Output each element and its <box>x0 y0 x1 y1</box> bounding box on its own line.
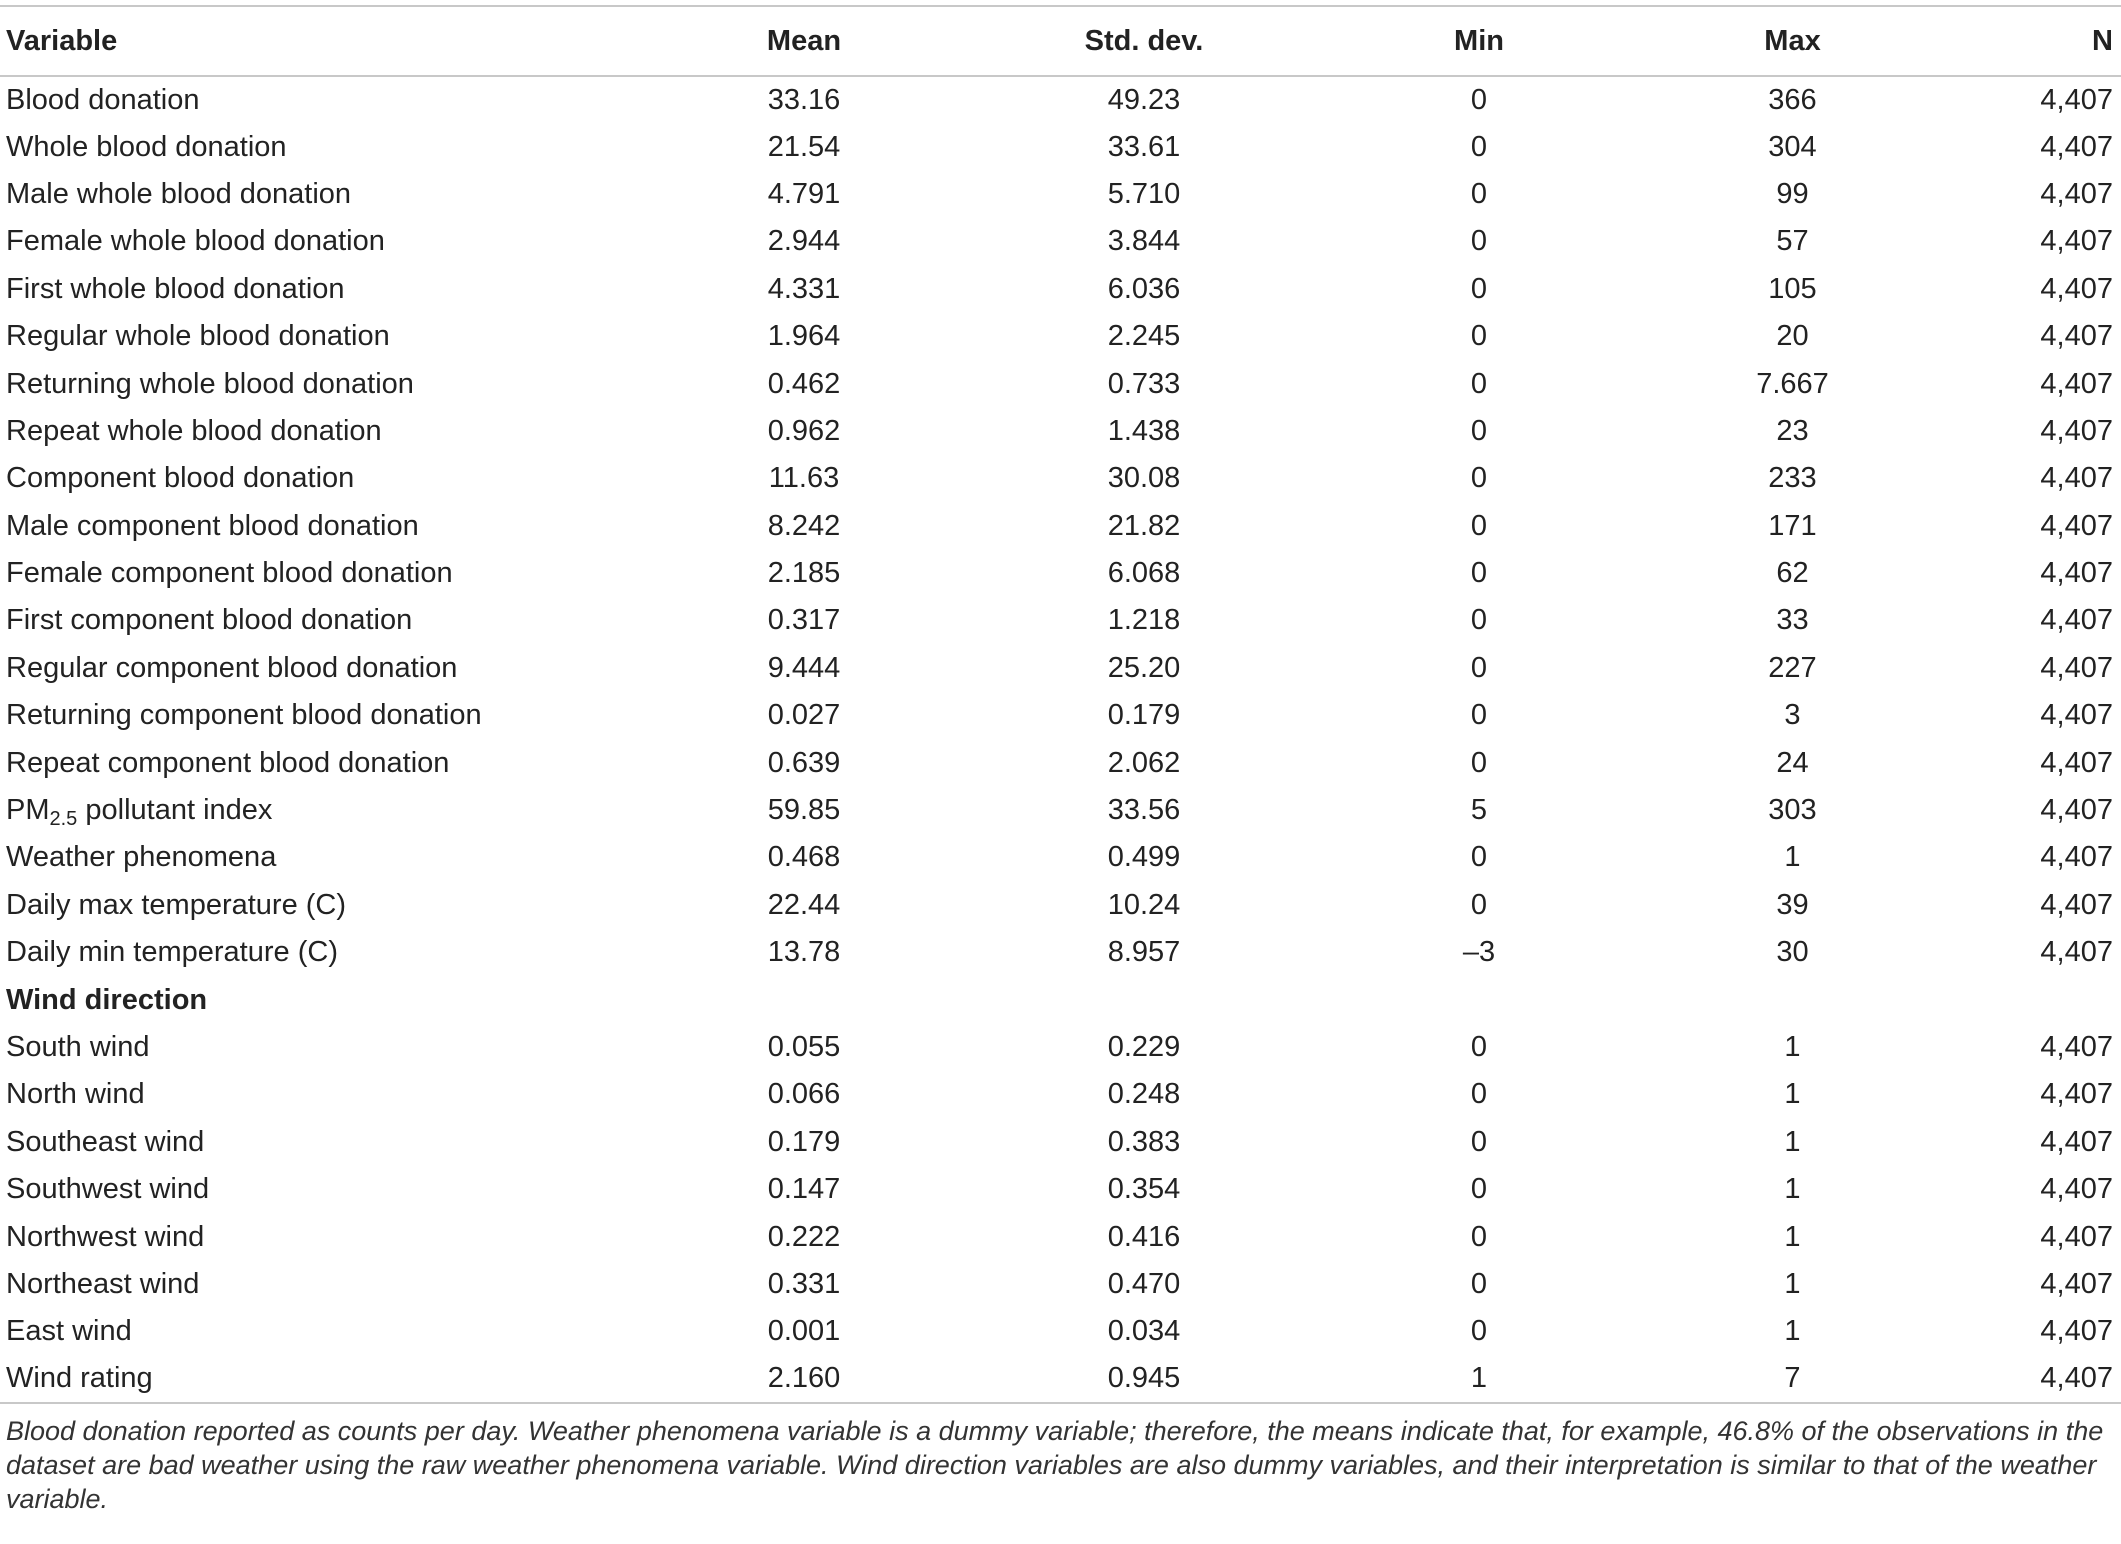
max-cell: 366 <box>1768 83 1817 116</box>
n-cell: 4,407 <box>2040 130 2113 163</box>
n-cell: 4,407 <box>1947 1356 2121 1403</box>
table-row <box>0 455 2121 502</box>
variable-name-cell: Repeat component blood donation <box>6 746 450 779</box>
mean-cell: 21.54 <box>767 130 841 163</box>
min-cell: 1 <box>1320 1356 1638 1403</box>
summary-statistics-table-container <box>0 5 2121 1516</box>
table-header <box>0 6 2121 76</box>
n-cell: 4,407 <box>2040 1173 2113 1206</box>
table-row <box>0 218 2121 265</box>
table-row <box>0 171 2121 218</box>
variable-name-subscript: 2.5 <box>49 808 78 831</box>
mean-cell: 0.027 <box>767 699 841 732</box>
table-row <box>0 360 2121 407</box>
table-body <box>0 76 2121 1403</box>
header-mean: Mean <box>640 6 968 76</box>
mean-cell: 9.444 <box>767 651 841 684</box>
min-cell: 0 <box>1470 1173 1488 1206</box>
min-cell <box>1320 976 1638 1023</box>
mean-cell: 0.179 <box>767 1125 841 1158</box>
variable-name-cell: First whole blood donation <box>6 272 345 305</box>
std-dev-cell: 2.062 <box>1107 746 1181 779</box>
max-cell: 7.667 <box>1756 367 1829 400</box>
max-cell <box>1638 976 1947 1023</box>
std-dev-cell: 49.23 <box>1107 83 1181 116</box>
table-row <box>0 787 2121 834</box>
std-dev-cell: 0.248 <box>1107 1078 1181 1111</box>
max-cell: 1 <box>1784 1031 1801 1063</box>
mean-cell: 11.63 <box>768 462 840 495</box>
table-row <box>0 408 2121 455</box>
max-cell: 227 <box>1768 651 1817 684</box>
n-cell: 4,407 <box>2040 367 2113 400</box>
std-dev-cell: 6.036 <box>1107 272 1181 305</box>
std-dev-cell: 0.354 <box>1107 1173 1181 1206</box>
max-cell: 171 <box>1768 509 1817 542</box>
max-cell: 105 <box>1768 272 1817 305</box>
table-row <box>0 645 2121 692</box>
mean-cell: 0.462 <box>767 367 841 400</box>
n-cell <box>1947 976 2121 1023</box>
variable-name-cell: Component blood donation <box>6 462 355 495</box>
min-cell: 0 <box>1470 888 1488 921</box>
table-row <box>0 1356 2121 1403</box>
variable-name-cell: Weather phenomena <box>6 841 277 874</box>
header-row <box>0 6 2121 76</box>
table-row <box>0 1024 2121 1071</box>
variable-name-cell: Southeast wind <box>6 1125 205 1158</box>
mean-cell: 59.85 <box>767 794 841 827</box>
mean-cell: 0.055 <box>767 1031 841 1063</box>
table-row <box>0 313 2121 360</box>
min-cell: 0 <box>1470 177 1488 210</box>
mean-cell: 1.964 <box>767 320 841 353</box>
variable-name-cell: North wind <box>6 1078 145 1111</box>
min-cell: 0 <box>1470 604 1488 637</box>
variable-name-cell: Wind direction <box>6 983 208 1016</box>
variable-name-cell: Daily min temperature (C) <box>6 936 338 969</box>
variable-name-cell: Returning component blood donation <box>6 699 482 732</box>
variable-name-cell: Whole blood donation <box>6 130 287 163</box>
max-cell: 1 <box>1784 1173 1801 1206</box>
std-dev-cell: 2.245 <box>1107 320 1181 353</box>
table-row <box>0 692 2121 739</box>
table-row <box>0 1119 2121 1166</box>
variable-name-cell: Northwest wind <box>6 1220 205 1253</box>
n-cell: 4,407 <box>2040 1220 2113 1253</box>
header-max: Max <box>1638 6 1947 76</box>
min-cell: 0 <box>1470 272 1488 305</box>
n-cell: 4,407 <box>2040 83 2113 116</box>
n-cell: 4,407 <box>2040 225 2113 258</box>
variable-name-cell: Female whole blood donation <box>6 225 385 258</box>
variable-name-rest: pollutant index <box>77 794 273 827</box>
min-cell: 0 <box>1470 1220 1488 1253</box>
max-cell: 1 <box>1784 1267 1801 1300</box>
mean-cell: 33.16 <box>767 83 841 116</box>
min-cell: 0 <box>1470 320 1488 353</box>
variable-name-cell: Returning whole blood donation <box>6 367 414 400</box>
table-row <box>0 123 2121 170</box>
mean-cell <box>640 976 968 1023</box>
std-dev-cell: 0.499 <box>1107 841 1181 874</box>
std-dev-cell: 0.229 <box>1107 1031 1181 1063</box>
variable-name-cell: First component blood donation <box>6 604 413 637</box>
table-row <box>0 1166 2121 1213</box>
table-row <box>0 1213 2121 1260</box>
std-dev-cell: 0.034 <box>1107 1315 1181 1348</box>
max-cell: 1 <box>1784 1220 1801 1253</box>
mean-cell: 0.222 <box>767 1220 841 1253</box>
mean-cell: 2.944 <box>767 225 841 258</box>
min-cell: 0 <box>1470 509 1488 542</box>
variable-name-cell: Wind rating <box>0 1356 640 1403</box>
max-cell: 20 <box>1776 320 1809 353</box>
max-cell: 1 <box>1784 1315 1801 1348</box>
std-dev-cell <box>968 976 1320 1023</box>
n-cell: 4,407 <box>2040 936 2113 969</box>
std-dev-cell: 1.218 <box>1107 604 1181 637</box>
variable-name-cell: Regular whole blood donation <box>6 320 390 353</box>
mean-cell: 0.962 <box>767 414 841 447</box>
max-cell: 39 <box>1776 888 1809 921</box>
variable-name-cell: Southwest wind <box>6 1173 210 1206</box>
max-cell: 62 <box>1776 557 1809 590</box>
min-cell: 0 <box>1470 130 1488 163</box>
min-cell: 0 <box>1470 1031 1488 1063</box>
std-dev-cell: 21.82 <box>1107 509 1181 542</box>
mean-cell: 0.317 <box>767 604 841 637</box>
n-cell: 4,407 <box>2040 841 2113 874</box>
n-cell: 4,407 <box>2040 557 2113 590</box>
n-cell: 4,407 <box>2040 320 2113 353</box>
min-cell: –3 <box>1462 936 1496 969</box>
mean-cell: 2.160 <box>640 1356 968 1403</box>
mean-cell: 4.791 <box>767 177 841 210</box>
n-cell: 4,407 <box>2040 462 2113 495</box>
max-cell: 24 <box>1776 746 1809 779</box>
variable-name-cell: Daily max temperature (C) <box>6 888 347 921</box>
table-row <box>0 882 2121 929</box>
table-row <box>0 266 2121 313</box>
max-cell: 3 <box>1784 699 1801 732</box>
header-variable: Variable <box>0 6 640 76</box>
variable-name-cell: Male component blood donation <box>6 509 419 542</box>
header-n: N <box>1947 6 2121 76</box>
n-cell: 4,407 <box>2040 177 2113 210</box>
mean-cell: 0.066 <box>767 1078 841 1111</box>
min-cell: 0 <box>1470 1267 1488 1300</box>
min-cell: 5 <box>1470 794 1488 827</box>
variable-name-cell: Female component blood donation <box>6 557 453 590</box>
table-row <box>0 597 2121 644</box>
std-dev-cell: 1.438 <box>1107 414 1181 447</box>
n-cell: 4,407 <box>2040 1078 2113 1111</box>
table-row <box>0 1308 2121 1355</box>
mean-cell: 0.639 <box>767 746 841 779</box>
n-cell: 4,407 <box>2040 414 2113 447</box>
variable-name-cell <box>0 787 640 834</box>
min-cell: 0 <box>1470 841 1488 874</box>
table-row <box>0 550 2121 597</box>
std-dev-cell: 10.24 <box>1107 888 1181 921</box>
table-row <box>0 503 2121 550</box>
mean-cell: 22.44 <box>767 888 841 921</box>
table-row <box>0 1071 2121 1118</box>
variable-name-cell: Northeast wind <box>6 1267 200 1300</box>
std-dev-cell: 30.08 <box>1107 462 1181 495</box>
std-dev-cell: 0.179 <box>1107 699 1181 732</box>
min-cell: 0 <box>1470 746 1488 779</box>
std-dev-cell: 8.957 <box>1107 936 1181 969</box>
header-std-dev: Std. dev. <box>968 6 1320 76</box>
n-cell: 4,407 <box>2040 604 2113 637</box>
min-cell: 0 <box>1470 462 1488 495</box>
table-footnote: Blood donation reported as counts per day. Weather phenomena variable is a dummy variable; therefore, the means indicate that, for example, 46.8% of the observations in the dataset are bad weather using the raw weather phenomena variable. Wind direction variables are also dummy variables, and their interpretation is similar to that of the weather variable. <box>6 1415 2104 1514</box>
summary-statistics-table <box>0 5 2121 1404</box>
max-cell: 1 <box>1784 841 1801 874</box>
max-cell: 33 <box>1776 604 1809 637</box>
min-cell: 0 <box>1470 651 1488 684</box>
std-dev-cell: 0.733 <box>1107 367 1181 400</box>
n-cell: 4,407 <box>2040 1031 2113 1063</box>
mean-cell: 8.242 <box>767 509 841 542</box>
min-cell: 0 <box>1470 1078 1488 1111</box>
min-cell: 0 <box>1470 1125 1488 1158</box>
variable-name-cell: Blood donation <box>6 83 200 116</box>
min-cell: 0 <box>1470 699 1488 732</box>
n-cell: 4,407 <box>2040 794 2113 827</box>
min-cell: 0 <box>1470 557 1488 590</box>
mean-cell: 0.331 <box>767 1267 841 1300</box>
variable-name-cell: Regular component blood donation <box>6 651 458 684</box>
min-cell: 0 <box>1470 1315 1488 1348</box>
variable-name-cell: Repeat whole blood donation <box>6 414 382 447</box>
std-dev-cell: 33.56 <box>1107 794 1181 827</box>
n-cell: 4,407 <box>2040 509 2113 542</box>
mean-cell: 0.468 <box>767 841 841 874</box>
n-cell: 4,407 <box>2040 746 2113 779</box>
variable-name-cell: Male whole blood donation <box>6 177 352 210</box>
std-dev-cell: 25.20 <box>1107 651 1181 684</box>
std-dev-cell: 3.844 <box>1107 225 1181 258</box>
max-cell: 233 <box>1768 462 1817 495</box>
max-cell: 7 <box>1638 1356 1947 1403</box>
table-row <box>0 739 2121 786</box>
std-dev-cell: 0.470 <box>1107 1267 1181 1300</box>
max-cell: 303 <box>1768 794 1817 827</box>
n-cell: 4,407 <box>2040 1315 2113 1348</box>
min-cell: 0 <box>1470 367 1488 400</box>
min-cell: 0 <box>1470 225 1488 258</box>
n-cell: 4,407 <box>2040 651 2113 684</box>
max-cell: 304 <box>1768 130 1817 163</box>
variable-name-main: PM <box>6 794 50 827</box>
header-min: Min <box>1320 6 1638 76</box>
std-dev-cell: 0.416 <box>1107 1220 1181 1253</box>
min-cell: 0 <box>1470 83 1488 116</box>
min-cell: 0 <box>1470 414 1488 447</box>
mean-cell: 2.185 <box>767 557 841 590</box>
variable-name-cell: South wind <box>6 1031 150 1063</box>
max-cell: 99 <box>1776 177 1809 210</box>
table-row <box>0 929 2121 976</box>
max-cell: 23 <box>1776 414 1809 447</box>
max-cell: 57 <box>1776 225 1809 258</box>
table-row <box>0 1261 2121 1308</box>
mean-cell: 4.331 <box>767 272 841 305</box>
variable-name-cell: East wind <box>6 1315 132 1348</box>
n-cell: 4,407 <box>2040 699 2113 732</box>
table-row <box>0 834 2121 881</box>
mean-cell: 13.78 <box>767 936 841 969</box>
std-dev-cell: 0.383 <box>1107 1125 1181 1158</box>
n-cell: 4,407 <box>2040 888 2113 921</box>
std-dev-cell: 0.945 <box>968 1356 1320 1403</box>
n-cell: 4,407 <box>2040 1125 2113 1158</box>
std-dev-cell: 6.068 <box>1107 557 1181 590</box>
mean-cell: 0.001 <box>767 1315 841 1348</box>
section-header-row <box>0 976 2121 1023</box>
n-cell: 4,407 <box>2040 1267 2113 1300</box>
n-cell: 4,407 <box>2040 272 2113 305</box>
max-cell: 1 <box>1784 1078 1801 1111</box>
std-dev-cell: 5.710 <box>1107 177 1181 210</box>
std-dev-cell: 33.61 <box>1107 130 1181 163</box>
mean-cell: 0.147 <box>767 1173 841 1206</box>
max-cell: 30 <box>1776 936 1809 969</box>
table-row <box>0 76 2121 123</box>
max-cell: 1 <box>1784 1125 1801 1158</box>
